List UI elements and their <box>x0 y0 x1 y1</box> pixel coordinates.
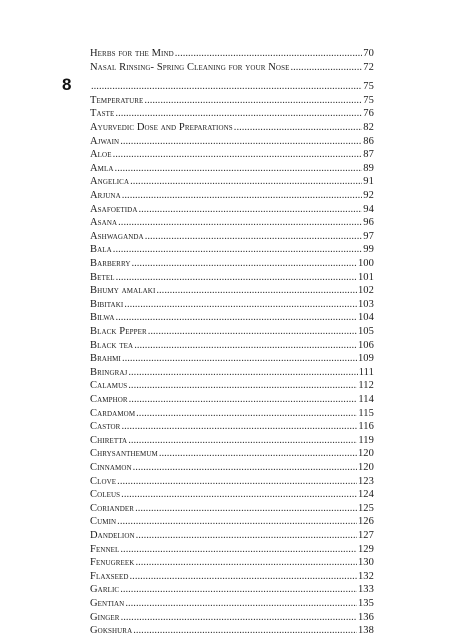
toc-entry[interactable] <box>90 583 374 596</box>
toc-entry[interactable] <box>90 597 374 610</box>
dot-leader <box>122 352 357 365</box>
toc-entry-label: Bhumy amalaki <box>90 285 156 297</box>
toc-entry-label: Dandelion <box>90 530 135 541</box>
toc-entry-page-number: 89 <box>363 162 374 174</box>
toc-entry[interactable] <box>90 624 374 637</box>
toc-entry-page-number: 82 <box>363 122 374 133</box>
toc-entry-label: Camphor <box>90 394 128 405</box>
toc-entry-label: Nasal Rinsing- Spring Cleaning for your Nose <box>90 61 290 73</box>
dot-leader <box>134 339 357 352</box>
toc-entry-page-number: 96 <box>363 217 374 229</box>
dot-leader <box>115 162 363 175</box>
toc-entry-label: Bringraj <box>90 366 128 378</box>
toc-entry-label: Fenugreek <box>90 557 135 569</box>
toc-entry-label: Betel <box>90 271 115 283</box>
toc-entry-page-number: 105 <box>357 326 374 337</box>
toc-entry-page-number: 127 <box>357 530 374 541</box>
dot-leader <box>128 366 357 379</box>
dot-leader <box>120 135 362 148</box>
toc-entry-page-number: 97 <box>363 230 374 242</box>
toc-entry-label: Ayurvedic Dose and Preparations <box>90 122 233 133</box>
dot-leader <box>156 284 357 297</box>
toc-entry[interactable] <box>90 148 374 161</box>
dot-leader <box>116 271 357 284</box>
toc-entry[interactable] <box>90 61 374 74</box>
toc-entry-label: Chrysanthemum <box>90 448 158 460</box>
toc-entry-page-number: 119 <box>358 434 374 446</box>
toc-entry[interactable] <box>90 447 374 460</box>
toc-entry-page-number: 109 <box>357 353 374 365</box>
toc-entry[interactable] <box>90 216 374 229</box>
dot-leader <box>120 543 357 556</box>
toc-entry[interactable] <box>90 311 374 324</box>
toc-entry[interactable] <box>90 434 374 447</box>
dot-leader <box>129 393 358 406</box>
dot-leader <box>135 502 357 515</box>
dot-leader <box>130 570 357 583</box>
toc-entry-label: Black tea <box>90 339 134 351</box>
dot-leader <box>122 189 363 202</box>
toc-entry[interactable] <box>90 461 374 474</box>
dot-leader <box>113 243 363 256</box>
toc-entry-label: Herbs for the Mind <box>90 48 174 59</box>
toc-entry[interactable] <box>90 203 374 216</box>
toc-entry-page-number: 92 <box>363 190 374 201</box>
toc-entry-page-number: 70 <box>363 48 374 59</box>
toc-entry-page-number: 75 <box>363 81 374 93</box>
toc-entry-page-number: 133 <box>357 584 374 596</box>
toc-entry-label: Black Pepper <box>90 326 147 337</box>
toc-entry[interactable] <box>90 570 374 583</box>
dot-leader <box>121 611 357 624</box>
toc-entry[interactable] <box>90 543 374 556</box>
toc-entry-label: Calamus <box>90 380 128 392</box>
dot-leader <box>234 121 363 134</box>
toc-entry[interactable] <box>90 121 374 134</box>
toc-entry[interactable] <box>90 366 374 379</box>
toc-entry-label: Gokshura <box>90 625 133 637</box>
dot-leader <box>121 488 357 501</box>
chapter-number: 8 <box>62 75 72 95</box>
dot-leader <box>113 148 363 161</box>
toc-entry-label: Bilwa <box>90 312 115 324</box>
dot-leader <box>136 407 357 420</box>
toc-entry-label: Brahmi <box>90 353 121 365</box>
toc-entry-page-number: 130 <box>357 557 374 569</box>
toc-entry-page-number: 136 <box>357 611 374 623</box>
dot-leader <box>175 47 363 60</box>
toc-entry-page-number: 126 <box>357 516 374 528</box>
toc-entry[interactable] <box>90 175 374 188</box>
toc-entry-page-number: 112 <box>358 380 374 392</box>
toc-entry[interactable] <box>90 47 374 60</box>
toc-entry-page-number: 129 <box>357 543 374 555</box>
toc-entry-page-number: 91 <box>363 176 374 188</box>
toc-entry-label: Amla <box>90 162 114 174</box>
toc-entry-label: Bala <box>90 244 112 256</box>
toc-entry-label: Arjuna <box>90 190 121 201</box>
chapter-heading[interactable] <box>90 80 374 93</box>
dot-leader <box>118 216 362 229</box>
dot-leader <box>144 94 362 107</box>
toc-entry[interactable] <box>90 243 374 256</box>
toc-entry[interactable] <box>90 502 374 515</box>
dot-leader <box>128 379 357 392</box>
toc-entry[interactable] <box>90 339 374 352</box>
dot-leader <box>117 515 357 528</box>
toc-entry-page-number: 100 <box>357 258 374 269</box>
dot-leader <box>138 203 362 216</box>
dot-leader <box>133 624 357 637</box>
toc-entry-label: Coleus <box>90 489 121 501</box>
toc-entry-page-number: 102 <box>357 285 374 297</box>
toc-entry-page-number: 125 <box>357 502 374 514</box>
dot-leader <box>128 434 357 447</box>
toc-entry[interactable] <box>90 230 374 243</box>
toc-entry-page-number: 115 <box>358 407 374 419</box>
dot-leader <box>130 175 362 188</box>
toc-entry-label: Cinnamon <box>90 462 132 473</box>
dot-leader <box>145 230 363 243</box>
toc-entry[interactable] <box>90 189 374 202</box>
toc-entry-label: Gentian <box>90 598 125 609</box>
toc-entry[interactable] <box>90 135 374 148</box>
toc-entry-label: Cardamom <box>90 407 136 419</box>
toc-entry[interactable] <box>90 325 374 338</box>
toc-entry-page-number: 72 <box>363 61 374 73</box>
dot-leader <box>91 80 362 93</box>
toc-entry-page-number: 123 <box>357 475 374 487</box>
toc-entry[interactable] <box>90 529 374 542</box>
toc-entry-label: Castor <box>90 421 121 433</box>
toc-entry-page-number: 99 <box>363 244 374 256</box>
toc-entry-label: Asana <box>90 217 118 229</box>
toc-entry[interactable] <box>90 162 374 175</box>
toc-entry-page-number: 132 <box>357 570 374 582</box>
toc-entry[interactable] <box>90 611 374 624</box>
toc-entry-label: Bibitaki <box>90 298 124 310</box>
toc-entry[interactable] <box>90 515 374 528</box>
toc-entry-page-number: 120 <box>357 448 374 460</box>
toc-entry-page-number: 103 <box>357 298 374 310</box>
dot-leader <box>117 475 357 488</box>
toc-entry-page-number: 86 <box>363 135 374 147</box>
toc-entry[interactable] <box>90 407 374 420</box>
toc-entry-page-number: 75 <box>363 94 374 106</box>
dot-leader <box>124 298 357 311</box>
toc-entry[interactable] <box>90 379 374 392</box>
toc-entry[interactable] <box>90 420 374 433</box>
toc-entry-label: Taste <box>90 108 115 120</box>
toc-entry[interactable] <box>90 488 374 501</box>
toc-entry[interactable] <box>90 556 374 569</box>
toc-entry[interactable] <box>90 257 374 270</box>
toc-entry-page-number: 94 <box>363 203 374 215</box>
toc-entry-label: Asafoetida <box>90 203 138 215</box>
toc-entry-page-number: 106 <box>357 339 374 351</box>
toc-entry-label: Barberry <box>90 258 131 269</box>
toc-entry-page-number: 138 <box>357 625 374 637</box>
toc-entry-label: Aloe <box>90 149 112 161</box>
dot-leader <box>125 597 357 610</box>
toc-entry-page-number: 111 <box>358 366 374 378</box>
toc-entry-label: Ashwaganda <box>90 230 144 242</box>
toc-entry[interactable] <box>90 393 374 406</box>
toc-entry[interactable] <box>90 271 374 284</box>
toc-entry[interactable] <box>90 352 374 365</box>
dot-leader <box>159 447 357 460</box>
dot-leader <box>148 325 357 338</box>
toc-entry-label: Chiretta <box>90 434 128 446</box>
toc-entry-page-number: 101 <box>357 271 374 283</box>
toc-entry-page-number: 114 <box>358 394 374 405</box>
toc-entry-page-number: 135 <box>357 598 374 609</box>
dot-leader <box>131 257 356 270</box>
toc-entry-label: Cumin <box>90 516 117 528</box>
dot-leader <box>115 311 356 324</box>
toc-entry-page-number: 87 <box>363 149 374 161</box>
toc-entry[interactable] <box>90 284 374 297</box>
toc-entry-label: Coriander <box>90 502 135 514</box>
toc-entry-page-number: 116 <box>358 421 374 433</box>
toc-entry-label: Fennel <box>90 543 120 555</box>
toc-entry[interactable] <box>90 94 374 107</box>
dot-leader <box>120 583 357 596</box>
dot-leader <box>133 461 357 474</box>
toc-entry-label: Ginger <box>90 611 120 623</box>
toc-entry-label: Temperature <box>90 94 144 106</box>
toc-entry-page-number: 76 <box>363 108 374 120</box>
toc-entry-label: Angelica <box>90 176 130 188</box>
dot-leader <box>136 529 357 542</box>
toc-entry-page-number: 120 <box>357 462 374 473</box>
toc-entry-page-number: 124 <box>357 489 374 501</box>
toc-entry-label: Clove <box>90 475 117 487</box>
toc-entry-label: Garlic <box>90 584 120 596</box>
toc-entry-page-number: 104 <box>357 312 374 324</box>
toc-entry[interactable] <box>90 475 374 488</box>
dot-leader <box>135 556 356 569</box>
toc-entry[interactable] <box>90 298 374 311</box>
toc-entry[interactable] <box>90 107 374 120</box>
toc-entry-label: Ajwain <box>90 135 120 147</box>
dot-leader <box>121 420 357 433</box>
dot-leader <box>115 107 362 120</box>
toc-entry-label: Flaxseed <box>90 570 129 582</box>
dot-leader <box>290 61 362 74</box>
